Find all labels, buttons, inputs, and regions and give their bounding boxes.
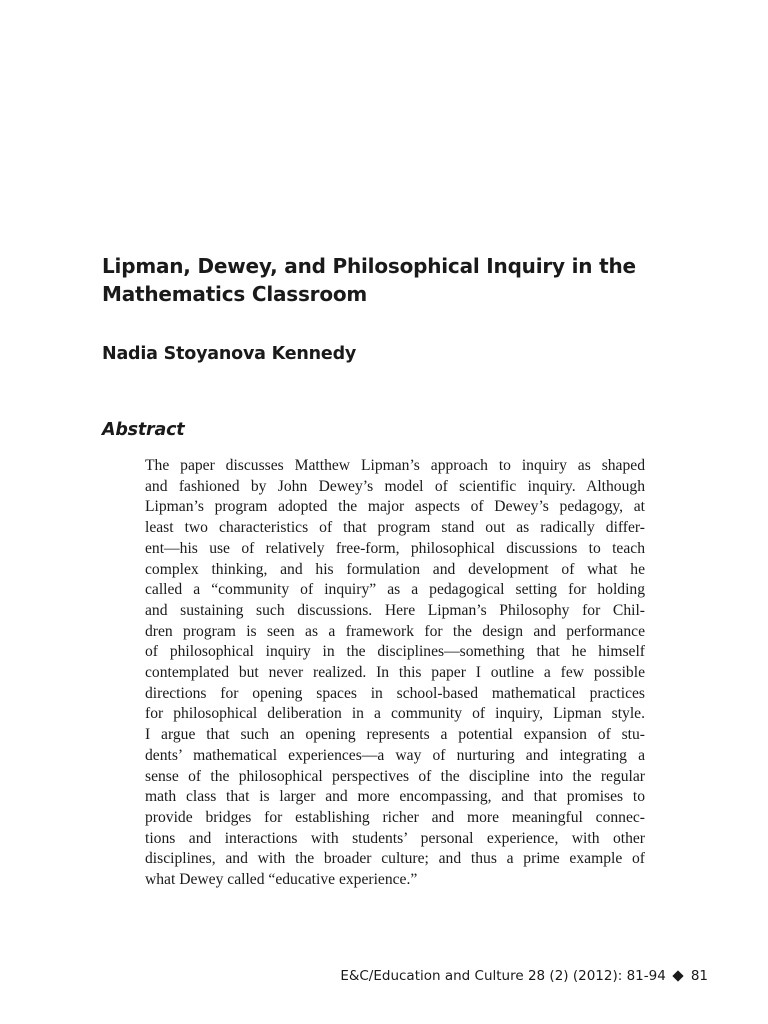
abstract-line: dren program is seen as a framework for the design and performance <box>145 622 645 640</box>
abstract-line: and fashioned by John Dewey’s model of scientific inquiry. Although <box>145 477 645 495</box>
abstract-line: and sustaining such discussions. Here Lipman’s Philosophy for Chil- <box>145 601 645 619</box>
abstract-line: disciplines, and with the broader culture; and thus a prime example of <box>145 850 645 868</box>
abstract-line: dents’ mathematical experiences—a way of nurturing and integrating a <box>145 746 645 764</box>
abstract-body <box>145 456 645 891</box>
abstract-line: I argue that such an opening represents a potential expansion of stu- <box>145 726 645 744</box>
abstract-line: called a “community of inquiry” as a pedagogical setting for holding <box>145 581 645 599</box>
abstract-line: tions and interactions with students’ personal experience, with other <box>145 829 645 847</box>
abstract-line: sense of the philosophical perspectives of the discipline into the regular <box>145 767 645 785</box>
page-number: 81 <box>690 968 708 984</box>
abstract-line: least two characteristics of that program stand out as radically differ- <box>145 519 645 537</box>
journal-citation: E&C/Education and Culture 28 (2) (2012): 81-94 <box>340 968 666 984</box>
abstract-line: directions for opening spaces in school-based mathematical practices <box>145 684 645 702</box>
diamond-icon <box>672 970 683 981</box>
abstract-line: ent—his use of relatively free-form, philosophical discussions to teach <box>145 539 645 557</box>
abstract-line: contemplated but never realized. In this paper I outline a few possible <box>145 664 645 682</box>
abstract-line: Lipman’s program adopted the major aspects of Dewey’s pedagogy, at <box>145 498 645 516</box>
author-name: Nadia Stoyanova Kennedy <box>102 344 357 364</box>
abstract-line: for philosophical deliberation in a community of inquiry, Lipman style. <box>145 705 645 723</box>
abstract-line: of philosophical inquiry in the disciplines—something that he himself <box>145 643 645 661</box>
article-title-line-2: Mathematics Classroom <box>102 282 368 306</box>
abstract-line: provide bridges for establishing richer and more meaningful connec- <box>145 808 645 826</box>
abstract-heading: Abstract <box>102 420 185 440</box>
abstract-line: math class that is larger and more encompassing, and that promises to <box>145 788 645 806</box>
abstract-line: The paper discusses Matthew Lipman’s approach to inquiry as shaped <box>145 457 645 474</box>
article-title <box>102 252 702 308</box>
article-title-line-1: Lipman, Dewey, and Philosophical Inquiry in the <box>102 254 636 278</box>
page-footer <box>340 966 708 986</box>
abstract-line: complex thinking, and his formulation and development of what he <box>145 560 645 578</box>
abstract-line: what Dewey called “educative experience.” <box>145 871 418 889</box>
